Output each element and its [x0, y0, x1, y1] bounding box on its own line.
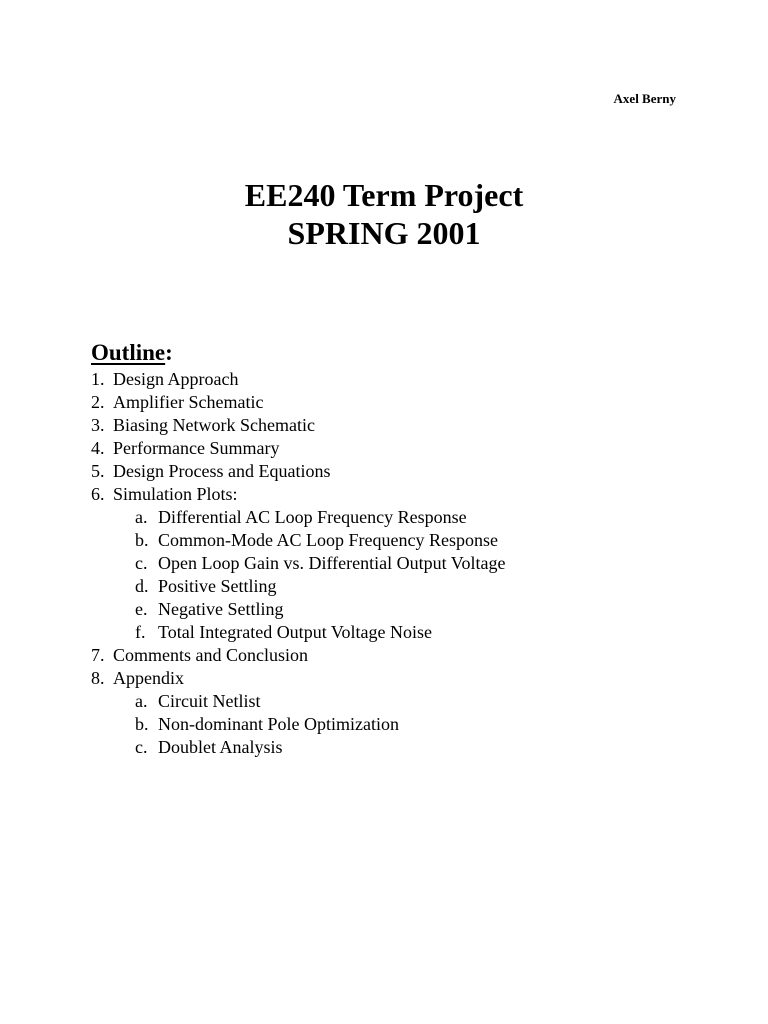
title-line-2: SPRING 2001	[287, 215, 481, 251]
outline-subitem	[91, 621, 505, 644]
subitem-letter: e.	[135, 599, 148, 619]
item-number: 2.	[91, 392, 105, 412]
subitem-letter: f.	[135, 622, 146, 642]
item-number: 3.	[91, 415, 105, 435]
item-label: Amplifier Schematic	[113, 392, 264, 412]
subitem-letter: b.	[135, 714, 149, 734]
outline-list	[91, 368, 505, 759]
document-title	[0, 176, 768, 252]
title-line-1: EE240 Term Project	[244, 177, 524, 213]
outline-subitem	[91, 598, 505, 621]
outline-subitem	[91, 575, 505, 598]
outline-item	[91, 391, 505, 414]
subitem-letter: a.	[135, 691, 148, 711]
item-number: 1.	[91, 369, 105, 389]
item-label: Performance Summary	[113, 438, 280, 458]
item-number: 6.	[91, 484, 105, 504]
item-label: Comments and Conclusion	[113, 645, 308, 665]
subitem-letter: b.	[135, 530, 149, 550]
subitem-label: Open Loop Gain vs. Differential Output Voltage	[158, 553, 506, 573]
outline-item	[91, 437, 505, 460]
outline-item	[91, 644, 505, 667]
subitem-letter: c.	[135, 553, 148, 573]
subitem-label: Common-Mode AC Loop Frequency Response	[158, 530, 498, 550]
subitem-label: Positive Settling	[158, 576, 277, 596]
item-label: Design Process and Equations	[113, 461, 331, 481]
subitem-letter: d.	[135, 576, 149, 596]
outline-subitem	[91, 736, 505, 759]
item-number: 4.	[91, 438, 105, 458]
subitem-label: Differential AC Loop Frequency Response	[158, 507, 467, 527]
outline-subitem	[91, 690, 505, 713]
item-label: Simulation Plots:	[113, 484, 238, 504]
outline-heading-text: Outline	[91, 340, 166, 365]
outline-item	[91, 483, 505, 506]
subitem-label: Total Integrated Output Voltage Noise	[158, 622, 433, 642]
outline-item	[91, 667, 505, 690]
subitem-letter: c.	[135, 737, 148, 757]
subitem-label: Doublet Analysis	[158, 737, 283, 757]
subitem-label: Circuit Netlist	[158, 691, 261, 711]
author-name: Axel Berny	[613, 91, 676, 106]
item-label: Biasing Network Schematic	[113, 415, 315, 435]
outline-subitem	[91, 506, 505, 529]
subitem-letter: a.	[135, 507, 148, 527]
outline-item	[91, 460, 505, 483]
outline-heading	[91, 339, 173, 367]
outline-subitem	[91, 552, 505, 575]
subitem-label: Non-dominant Pole Optimization	[158, 714, 399, 734]
outline-item	[91, 414, 505, 437]
outline-subitem	[91, 529, 505, 552]
item-label: Design Approach	[113, 369, 239, 389]
subitem-label: Negative Settling	[158, 599, 284, 619]
item-number: 8.	[91, 668, 105, 688]
item-label: Appendix	[113, 668, 184, 688]
item-number: 7.	[91, 645, 105, 665]
outline-subitem	[91, 713, 505, 736]
outline-item	[91, 368, 505, 391]
outline-heading-colon: :	[165, 340, 173, 365]
item-number: 5.	[91, 461, 105, 481]
